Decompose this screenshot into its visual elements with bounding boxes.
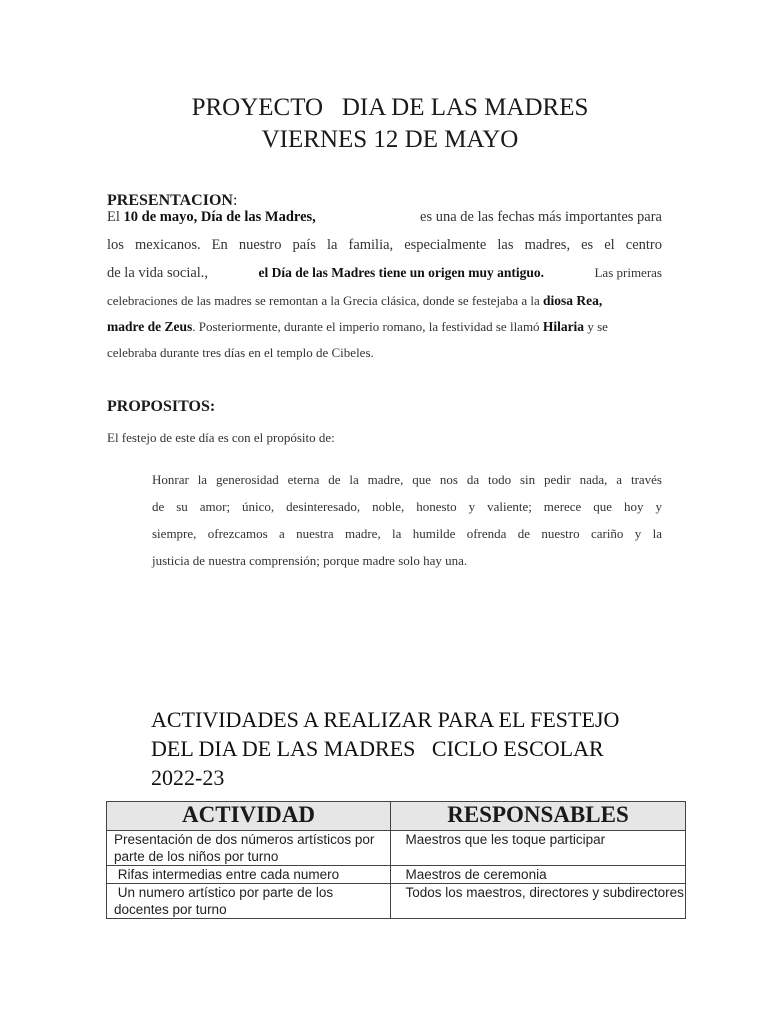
quote-line-2: de su amor; único, desinteresado, noble, honesto y valiente; merece que hoy y	[152, 499, 662, 514]
table-row	[107, 866, 686, 884]
text-run: El	[107, 209, 124, 225]
presentacion-line-6: celebraba durante tres días en el templo de Cibeles.	[107, 345, 374, 360]
text-run: celebraciones de las madres se remontan a la Grecia clásica, donde se festejaba a la	[107, 293, 544, 308]
actividades-title-line-2: DEL DIA DE LAS MADRES CICLO ESCOLAR	[151, 736, 604, 761]
text-run: Las primeras	[594, 265, 662, 280]
table-row	[107, 884, 686, 919]
presentacion-line-5	[107, 319, 608, 335]
bold-run: el Día de las Madres tiene un origen muy antiguo.	[258, 265, 545, 280]
presentacion-line-2: los mexicanos. En nuestro país la familia, especialmente las madres, es el centro	[107, 237, 662, 253]
actividades-title-line-3: 2022-23	[151, 765, 225, 790]
propositos-quote	[152, 466, 662, 574]
table-cell-responsables: Maestros que les toque participar	[391, 831, 686, 866]
document-title-line-1: PROYECTO DIA DE LAS MADRES	[191, 94, 589, 121]
table-cell-actividad: Rifas intermedias entre cada numero	[107, 866, 391, 884]
text-run: de la vida social.,	[107, 265, 209, 281]
table-row	[107, 831, 686, 866]
quote-line-3: siempre, ofrezcamos a nuestra madre, la humilde ofrenda de nuestro cariño y la	[152, 526, 662, 541]
presentacion-heading-text: PRESENTACION	[107, 192, 233, 209]
quote-line-4: justicia de nuestra comprensión; porque madre solo hay una.	[152, 553, 468, 568]
propositos-intro: El festejo de este día es con el propósito de:	[107, 430, 335, 445]
bold-run: 10 de mayo, Día de las Madres,	[123, 209, 316, 225]
bold-run: diosa Rea,	[543, 293, 603, 308]
text-run: . Posteriormente, durante el imperio romano, la festividad se llamó	[192, 319, 543, 334]
presentacion-heading	[107, 192, 237, 210]
propositos-heading: PROPOSITOS:	[107, 398, 216, 415]
table-header-row	[107, 802, 686, 831]
presentacion-line-4	[107, 293, 602, 309]
actividades-table	[106, 801, 686, 919]
table-cell-actividad: Un numero artístico por parte de los docentes por turno	[107, 884, 391, 919]
table-cell-actividad: Presentación de dos números artísticos por parte de los niños por turno	[107, 831, 391, 866]
presentacion-line-3	[107, 265, 662, 282]
quote-line-1: Honrar la generosidad eterna de la madre, que nos da todo sin pedir nada, a través	[152, 472, 662, 487]
text-run: y se	[584, 319, 608, 334]
column-header-responsables: RESPONSABLES	[391, 802, 686, 831]
table-cell-responsables: Maestros de ceremonia	[391, 866, 686, 884]
text-run: es una de las fechas más importantes para	[420, 209, 662, 225]
presentacion-line-1	[107, 209, 662, 226]
bold-run: Hilaria	[542, 319, 585, 334]
presentacion-heading-colon: :	[232, 192, 238, 209]
document-title-line-2: VIERNES 12 DE MAYO	[261, 126, 519, 153]
bold-run: madre de Zeus	[107, 319, 193, 334]
table-cell-responsables: Todos los maestros, directores y subdirectores	[391, 884, 686, 919]
column-header-actividad: ACTIVIDAD	[107, 802, 391, 831]
actividades-title-line-1: ACTIVIDADES A REALIZAR PARA EL FESTEJO	[151, 707, 620, 732]
